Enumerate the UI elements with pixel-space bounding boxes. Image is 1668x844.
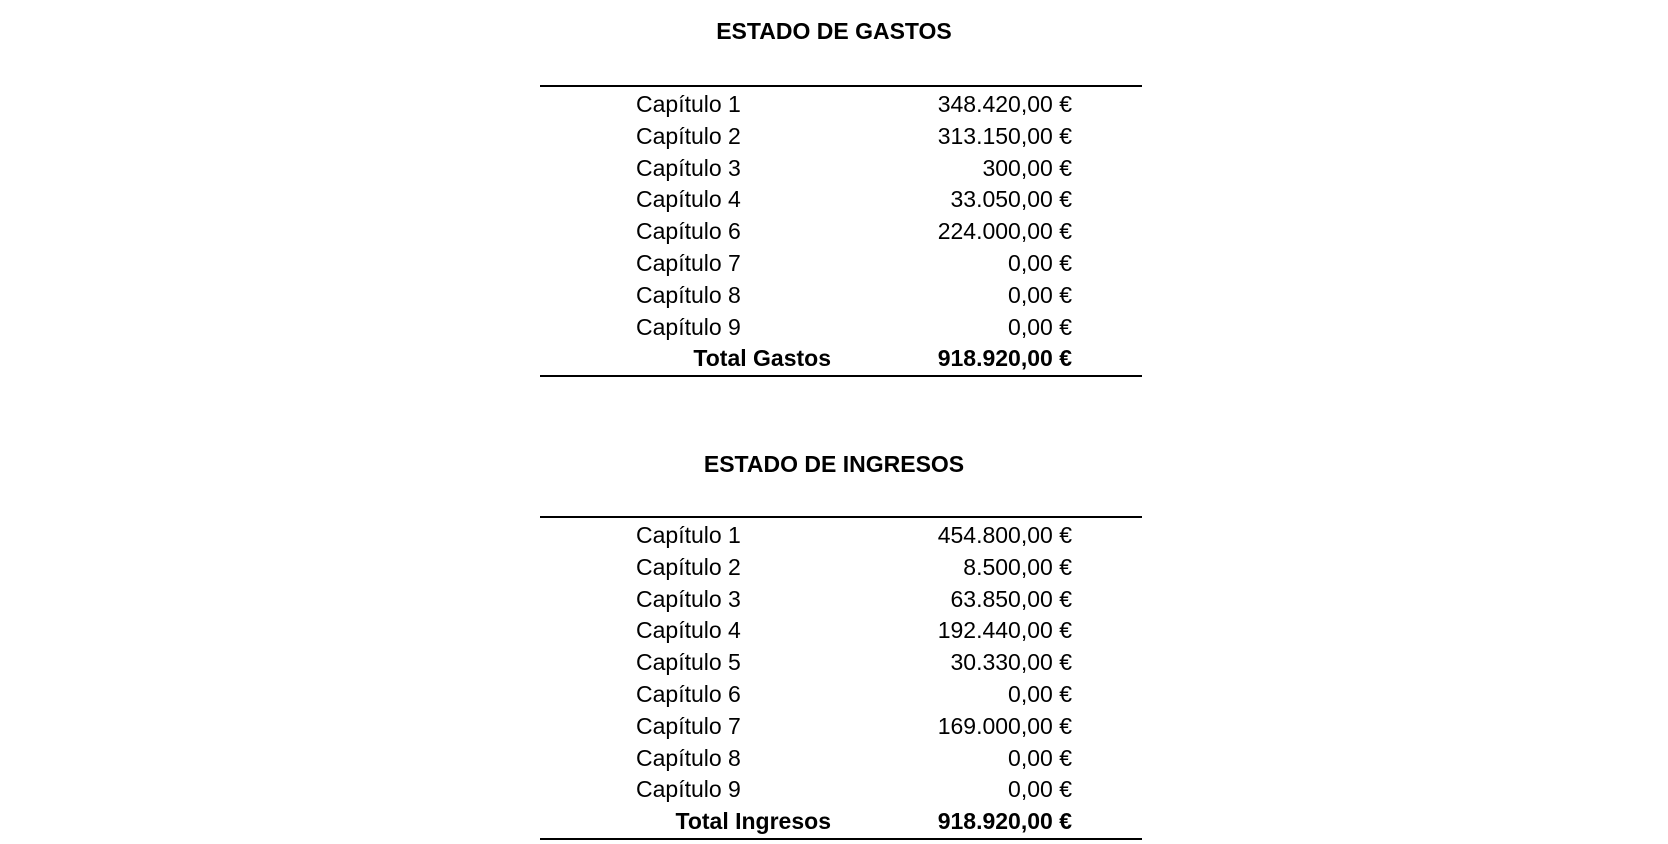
gastos-row-amount: 224.000,00 €: [937, 218, 1072, 245]
ingresos-row-label: Capítulo 9: [636, 776, 741, 803]
ingresos-row-label: Capítulo 3: [636, 585, 741, 612]
ingresos-top-rule: [540, 516, 1142, 518]
gastos-row-amount: 0,00 €: [1008, 281, 1072, 308]
ingresos-row-amount: 30.330,00 €: [950, 649, 1072, 676]
ingresos-row: [540, 679, 1142, 711]
ingresos-row: [540, 647, 1142, 679]
gastos-title: ESTADO DE GASTOS: [716, 18, 952, 44]
gastos-row-label: Capítulo 8: [636, 281, 741, 308]
ingresos-row-amount: 192.440,00 €: [937, 617, 1072, 644]
ingresos-bottom-rule: [540, 838, 1142, 840]
gastos-top-rule: [540, 85, 1142, 87]
gastos-row: [540, 216, 1142, 248]
gastos-row-label: Capítulo 7: [636, 249, 741, 276]
ingresos-row-amount: 63.850,00 €: [950, 585, 1072, 612]
gastos-row: [540, 89, 1142, 121]
gastos-total-amount: 918.920,00 €: [937, 345, 1072, 372]
ingresos-row-amount: 8.500,00 €: [963, 553, 1072, 580]
ingresos-row-label: Capítulo 6: [636, 680, 741, 707]
gastos-row-label: Capítulo 1: [636, 91, 741, 117]
gastos-row-label: Capítulo 3: [636, 154, 741, 181]
ingresos-row-label: Capítulo 5: [636, 649, 741, 676]
gastos-row: [540, 184, 1142, 216]
gastos-row: [540, 153, 1142, 185]
ingresos-row: [540, 774, 1142, 806]
ingresos-total-row: [540, 806, 1142, 838]
ingresos-row-amount: 0,00 €: [1008, 776, 1072, 803]
ingresos-row-amount: 169.000,00 €: [937, 712, 1072, 739]
ingresos-row: [540, 615, 1142, 647]
gastos-row: [540, 280, 1142, 312]
gastos-row-amount: 0,00 €: [1008, 313, 1072, 340]
ingresos-total-label: Total Ingresos: [675, 808, 831, 835]
gastos-total-row: [540, 343, 1142, 375]
gastos-row: [540, 121, 1142, 153]
ingresos-row-amount: 0,00 €: [1008, 680, 1072, 707]
gastos-total-label: Total Gastos: [693, 345, 831, 372]
ingresos-row-label: Capítulo 1: [636, 522, 741, 548]
ingresos-row-amount: 0,00 €: [1008, 744, 1072, 771]
ingresos-row: [540, 520, 1142, 552]
gastos-row: [540, 248, 1142, 280]
ingresos-total-amount: 918.920,00 €: [937, 808, 1072, 835]
ingresos-row-label: Capítulo 2: [636, 553, 741, 580]
gastos-row-label: Capítulo 9: [636, 313, 741, 340]
gastos-bottom-rule: [540, 375, 1142, 377]
ingresos-row-label: Capítulo 7: [636, 712, 741, 739]
gastos-row-amount: 313.150,00 €: [937, 122, 1072, 149]
ingresos-title: ESTADO DE INGRESOS: [703, 451, 965, 477]
gastos-row-amount: 0,00 €: [1008, 249, 1072, 276]
ingresos-row-label: Capítulo 4: [636, 617, 741, 644]
gastos-row-amount: 33.050,00 €: [950, 186, 1072, 213]
ingresos-row: [540, 711, 1142, 743]
ingresos-row: [540, 584, 1142, 616]
gastos-row-label: Capítulo 4: [636, 186, 741, 213]
ingresos-row-label: Capítulo 8: [636, 744, 741, 771]
gastos-row-amount: 300,00 €: [982, 154, 1072, 181]
gastos-row-label: Capítulo 2: [636, 122, 741, 149]
ingresos-row: [540, 743, 1142, 775]
ingresos-row-amount: 454.800,00 €: [937, 522, 1072, 548]
gastos-row-amount: 348.420,00 €: [937, 91, 1072, 117]
ingresos-row: [540, 552, 1142, 584]
gastos-rows: [540, 89, 1142, 375]
gastos-row: [540, 312, 1142, 344]
ingresos-rows: [540, 520, 1142, 838]
gastos-row-label: Capítulo 6: [636, 218, 741, 245]
